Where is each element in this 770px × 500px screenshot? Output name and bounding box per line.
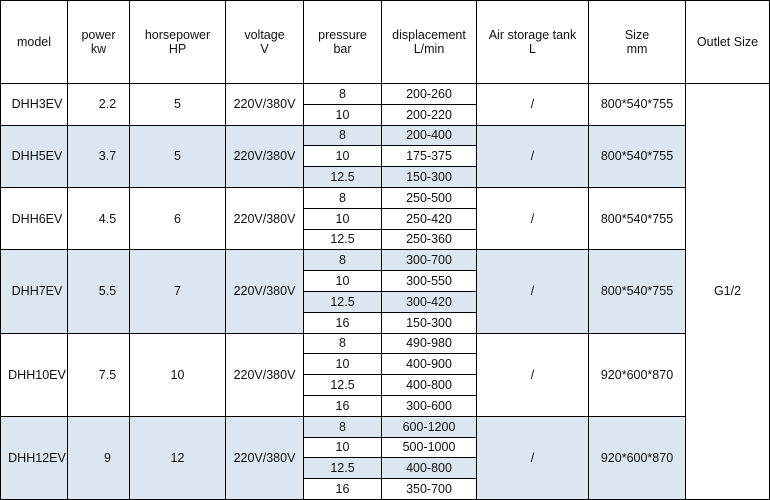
header-voltage-label: voltage <box>244 28 285 42</box>
displacement-cell <box>382 167 477 188</box>
displacement-cell <box>382 291 477 312</box>
horsepower-cell <box>130 187 226 249</box>
pressure-cell <box>304 375 382 396</box>
displacement-cell-text: 500-1000 <box>402 440 456 455</box>
power-cell-text: 2.2 <box>98 97 117 112</box>
voltage-cell <box>226 333 304 416</box>
power-cell <box>68 416 130 499</box>
voltage-cell <box>226 250 304 333</box>
size-cell-text: 800*540*755 <box>600 284 674 299</box>
size-cell-text: 920*600*870 <box>600 367 674 382</box>
header-voltage-unit: V <box>260 42 269 56</box>
voltage-cell-text: 220V/380V <box>233 284 296 299</box>
pressure-cell-text: 10 <box>335 211 350 226</box>
model-cell <box>1 250 68 333</box>
displacement-cell-text: 300-600 <box>406 398 452 413</box>
header-power <box>68 1 130 84</box>
pressure-cell-text: 12.5 <box>330 378 355 393</box>
voltage-cell-text: 220V/380V <box>233 367 296 382</box>
horsepower-cell <box>130 125 226 187</box>
pressure-cell <box>304 187 382 208</box>
pressure-cell <box>304 395 382 416</box>
displacement-cell <box>382 395 477 416</box>
displacement-cell <box>382 479 477 500</box>
header-tank-label: Air storage tank <box>488 28 577 42</box>
header-pressure-unit: bar <box>333 42 352 56</box>
model-cell <box>1 416 68 499</box>
power-cell-text: 7.5 <box>98 367 117 382</box>
model-cell <box>1 333 68 416</box>
displacement-cell <box>382 271 477 292</box>
pressure-cell-text: 16 <box>335 398 350 413</box>
pressure-cell-text: 12.5 <box>330 294 355 309</box>
pressure-cell <box>304 333 382 354</box>
size-cell <box>589 187 686 249</box>
header-size-label: Size <box>624 28 650 42</box>
displacement-cell-text: 350-700 <box>406 482 452 497</box>
pressure-cell <box>304 416 382 437</box>
pressure-cell <box>304 271 382 292</box>
model-cell-text: DHH3EV <box>11 97 63 112</box>
pressure-cell-text: 8 <box>339 336 346 351</box>
displacement-cell <box>382 146 477 167</box>
table-row <box>1 125 770 146</box>
horsepower-cell-text: 12 <box>170 450 185 465</box>
model-cell-text: DHH5EV <box>11 149 63 164</box>
size-cell-text: 800*540*755 <box>600 97 674 112</box>
displacement-cell-text: 300-550 <box>406 274 452 289</box>
power-cell <box>68 125 130 187</box>
power-cell <box>68 333 130 416</box>
header-size <box>589 1 686 84</box>
pressure-cell <box>304 146 382 167</box>
pressure-cell-text: 8 <box>339 419 346 434</box>
horsepower-cell <box>130 333 226 416</box>
power-cell-text: 9 <box>104 450 111 465</box>
displacement-cell <box>382 312 477 333</box>
pressure-cell <box>304 250 382 271</box>
horsepower-cell <box>130 84 226 126</box>
pressure-cell-text: 12.5 <box>330 461 355 476</box>
horsepower-cell-text: 5 <box>174 97 181 112</box>
model-cell-text: DHH10EV <box>8 367 66 382</box>
displacement-cell <box>382 333 477 354</box>
header-horsepower-unit: HP <box>168 42 187 56</box>
voltage-cell <box>226 187 304 249</box>
displacement-cell-text: 150-300 <box>406 315 452 330</box>
air-storage-tank-cell <box>477 84 589 126</box>
displacement-cell-text: 400-800 <box>406 378 452 393</box>
pressure-cell-text: 16 <box>335 315 350 330</box>
air-storage-tank-cell <box>477 250 589 333</box>
header-pressure <box>304 1 382 84</box>
displacement-cell-text: 200-220 <box>406 107 452 122</box>
pressure-cell <box>304 291 382 312</box>
size-cell-text: 800*540*755 <box>600 211 674 226</box>
pressure-cell-text: 8 <box>339 190 346 205</box>
displacement-cell <box>382 375 477 396</box>
pressure-cell-text: 8 <box>339 86 346 101</box>
displacement-cell <box>382 437 477 458</box>
displacement-cell-text: 300-420 <box>406 294 452 309</box>
power-cell <box>68 84 130 126</box>
pressure-cell <box>304 125 382 146</box>
air-storage-tank-cell <box>477 125 589 187</box>
voltage-cell <box>226 416 304 499</box>
power-cell <box>68 187 130 249</box>
displacement-cell-text: 200-400 <box>406 128 452 143</box>
pressure-cell-text: 12.5 <box>330 232 355 247</box>
header-voltage <box>226 1 304 84</box>
displacement-cell-text: 200-260 <box>406 86 452 101</box>
header-pressure-label: pressure <box>318 28 367 42</box>
displacement-cell <box>382 229 477 250</box>
model-cell-text: DHH7EV <box>11 284 63 299</box>
displacement-cell <box>382 250 477 271</box>
table-row <box>1 84 770 105</box>
displacement-cell-text: 400-800 <box>406 461 452 476</box>
air-storage-tank-cell-text: / <box>530 367 535 382</box>
size-cell <box>589 84 686 126</box>
displacement-cell-text: 150-300 <box>406 170 452 185</box>
pressure-cell <box>304 208 382 229</box>
header-outlet-size <box>686 1 770 84</box>
horsepower-cell-text: 5 <box>174 149 181 164</box>
pressure-cell-text: 10 <box>335 149 350 164</box>
size-cell <box>589 333 686 416</box>
displacement-cell-text: 300-700 <box>406 253 452 268</box>
pressure-cell-text: 10 <box>335 440 350 455</box>
table-row <box>1 333 770 354</box>
header-model-label: model <box>16 35 52 49</box>
header-displacement-label: displacement <box>392 28 466 42</box>
air-storage-tank-cell <box>477 416 589 499</box>
displacement-cell-text: 250-360 <box>406 232 452 247</box>
model-cell <box>1 84 68 126</box>
size-cell <box>589 416 686 499</box>
air-storage-tank-cell <box>477 187 589 249</box>
size-cell-text: 920*600*870 <box>600 450 674 465</box>
displacement-cell <box>382 416 477 437</box>
voltage-cell-text: 220V/380V <box>233 149 296 164</box>
pressure-cell <box>304 167 382 188</box>
pressure-cell <box>304 354 382 375</box>
header-outlet-label: Outlet Size <box>696 35 759 49</box>
model-cell <box>1 187 68 249</box>
model-cell-text: DHH6EV <box>11 211 63 226</box>
air-storage-tank-cell-text: / <box>530 284 535 299</box>
pressure-cell <box>304 437 382 458</box>
horsepower-cell-text: 6 <box>174 211 181 226</box>
power-cell-text: 4.5 <box>98 211 117 226</box>
power-cell-text: 5.5 <box>98 284 117 299</box>
displacement-cell <box>382 354 477 375</box>
voltage-cell-text: 220V/380V <box>233 97 296 112</box>
displacement-cell <box>382 125 477 146</box>
voltage-cell <box>226 125 304 187</box>
power-cell <box>68 250 130 333</box>
displacement-cell <box>382 458 477 479</box>
pressure-cell-text: 10 <box>335 107 350 122</box>
horsepower-cell <box>130 416 226 499</box>
pressure-cell-text: 12.5 <box>330 170 355 185</box>
pressure-cell-text: 10 <box>335 357 350 372</box>
pressure-cell <box>304 104 382 125</box>
table-row <box>1 250 770 271</box>
displacement-cell-text: 600-1200 <box>402 419 456 434</box>
table-row <box>1 187 770 208</box>
header-displacement <box>382 1 477 84</box>
displacement-cell-text: 250-420 <box>406 211 452 226</box>
header-tank-unit: L <box>529 42 536 56</box>
air-storage-tank-cell-text: / <box>530 450 535 465</box>
header-size-unit: mm <box>626 42 648 56</box>
pressure-cell <box>304 479 382 500</box>
table-row <box>1 416 770 437</box>
header-displacement-unit: L/min <box>413 42 445 56</box>
air-storage-tank-cell <box>477 333 589 416</box>
pressure-cell <box>304 312 382 333</box>
displacement-cell <box>382 208 477 229</box>
pressure-cell <box>304 458 382 479</box>
pressure-cell <box>304 84 382 105</box>
outlet-size-cell-text: G1/2 <box>713 284 742 299</box>
header-air-storage-tank <box>477 1 589 84</box>
header-model <box>1 1 68 84</box>
displacement-cell-text: 400-900 <box>406 357 452 372</box>
spec-table-body <box>1 84 770 500</box>
header-power-unit: kw <box>90 42 107 56</box>
size-cell <box>589 250 686 333</box>
pressure-cell <box>304 229 382 250</box>
size-cell <box>589 125 686 187</box>
voltage-cell-text: 220V/380V <box>233 450 296 465</box>
displacement-cell <box>382 84 477 105</box>
displacement-cell <box>382 104 477 125</box>
horsepower-cell <box>130 250 226 333</box>
header-power-label: power <box>81 28 116 42</box>
horsepower-cell-text: 10 <box>170 367 185 382</box>
header-horsepower-label: horsepower <box>144 28 211 42</box>
pressure-cell-text: 8 <box>339 253 346 268</box>
air-storage-tank-cell-text: / <box>530 149 535 164</box>
horsepower-cell-text: 7 <box>174 284 181 299</box>
model-cell <box>1 125 68 187</box>
header-row <box>1 1 770 84</box>
size-cell-text: 800*540*755 <box>600 149 674 164</box>
voltage-cell <box>226 84 304 126</box>
displacement-cell-text: 490-980 <box>406 336 452 351</box>
model-cell-text: DHH12EV <box>8 450 66 465</box>
outlet-size-cell <box>686 84 770 500</box>
displacement-cell-text: 175-375 <box>406 149 452 164</box>
pressure-cell-text: 8 <box>339 128 346 143</box>
header-horsepower <box>130 1 226 84</box>
air-storage-tank-cell-text: / <box>530 211 535 226</box>
power-cell-text: 3.7 <box>98 149 117 164</box>
displacement-cell-text: 250-500 <box>406 190 452 205</box>
displacement-cell <box>382 187 477 208</box>
voltage-cell-text: 220V/380V <box>233 211 296 226</box>
air-storage-tank-cell-text: / <box>530 97 535 112</box>
pressure-cell-text: 16 <box>335 482 350 497</box>
pressure-cell-text: 10 <box>335 274 350 289</box>
